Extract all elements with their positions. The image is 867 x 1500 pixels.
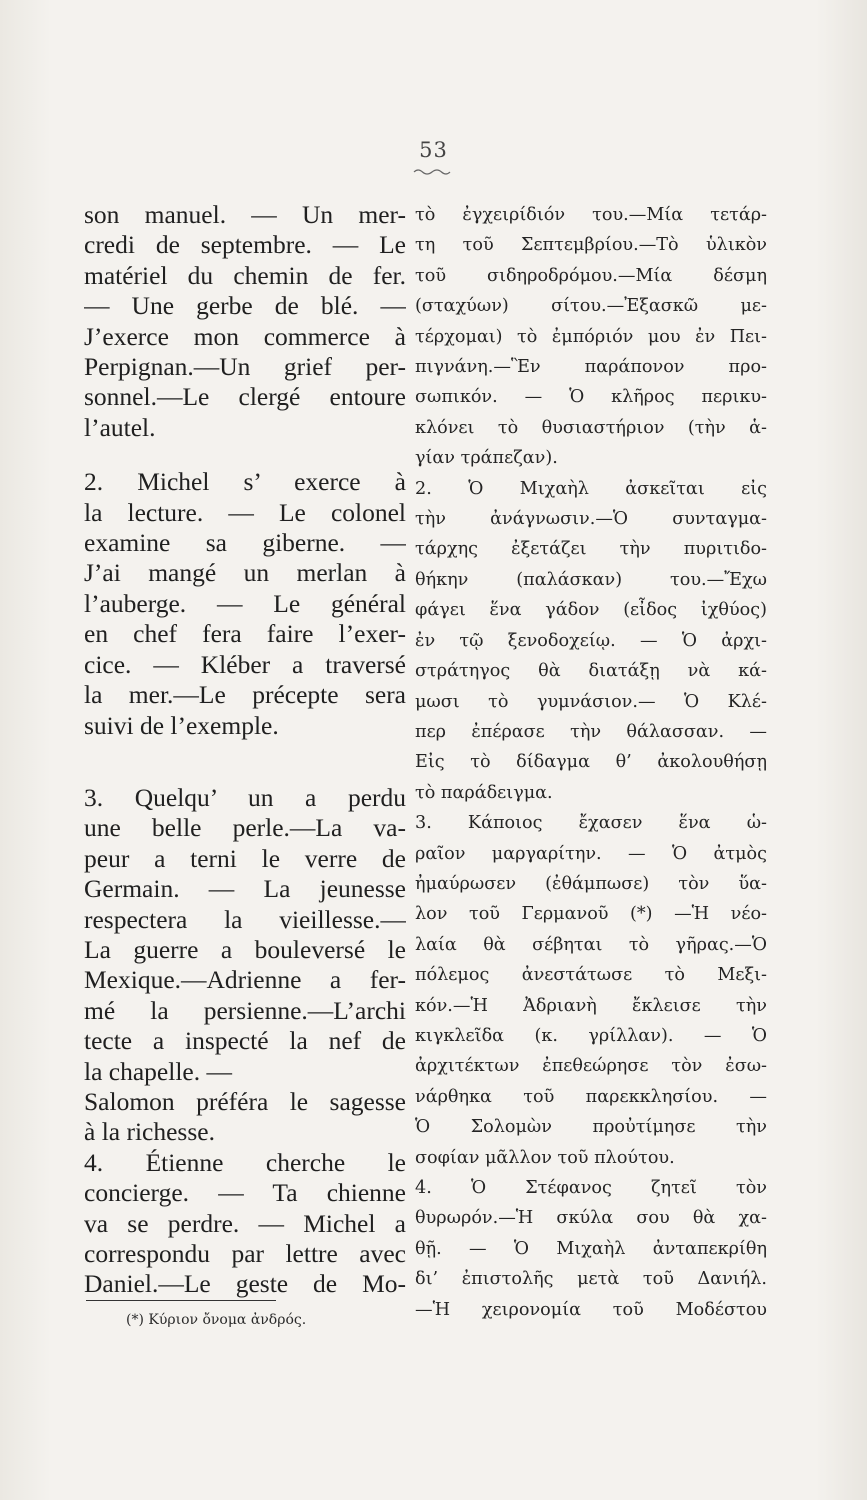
french-line: Mexique.—Adrienne a fer- [84,965,406,995]
french-line: — Une gerbe de blé. — [84,291,406,321]
greek-line: στράτηγος θὰ διατάξῃ νὰ κά- [415,661,767,682]
greek-line: μωσι τὸ γυμνάσιον.— Ὁ Κλέ- [415,691,767,712]
french-line: suivi de l’exemple. [84,710,279,740]
french-line: l’auberge. — Le général [84,588,406,618]
french-line: 3. Quelqu’ un a perdu [84,782,406,812]
greek-line: 3. Κάποιος ἔχασεν ἕνα ὡ- [415,813,767,834]
greek-line: νάρθηκα τοῦ παρεκκλησίου. — [415,1086,767,1107]
french-line: Perpignan.—Un grief per- [84,352,406,382]
french-line: credi de septembre. — Le [84,230,406,260]
greek-line: κιγκλεῖδα (κ. γρίλλαν). — Ὁ [415,1025,767,1046]
french-line: la lecture. — Le colonel [84,497,406,527]
french-line: à la richesse. [84,1117,215,1147]
greek-line: λαία θὰ σέβηται τὸ γῆρας.—Ὁ [415,934,767,955]
greek-line: σωπικόν. — Ὁ κλῆρος περικυ- [415,387,767,408]
greek-line: κόν.—Ἡ Ἀδριανὴ ἔκλεισε τὴν [415,995,767,1016]
french-line: concierge. — Ta chienne [84,1178,406,1208]
french-line: correspondu par lettre avec [84,1239,406,1268]
greek-line: 4. Ὁ Στέφανος ζητεῖ τὸν [415,1178,767,1198]
paragraph-gap [84,443,406,467]
greek-line: τὴν ἀνάγνωσιν.—Ὁ συνταγμα- [415,509,767,530]
french-line: 4. Étienne cherche le [84,1147,406,1177]
french-line: l’autel. [84,412,156,442]
greek-line: φάγει ἕνα γάδον (εἶδος ἰχθύος) [415,600,767,621]
french-line: Salomon préféra le sagesse [84,1086,406,1116]
french-line: Daniel.—Le geste de Mo- [84,1269,406,1299]
greek-line: ἐν τῷ ξενοδοχείῳ. — Ὁ ἀρχι- [415,630,767,651]
greek-line: γίαν τράπεζαν). [415,448,558,469]
greek-line: 2. Ὁ Μιχαὴλ ἀσκεῖται εἰς [415,478,767,499]
greek-line: πιγνάνη.—Ἓν παράπονον προ- [415,357,767,378]
french-line: Germain. — La jeunesse [84,874,406,904]
footnote: (*) Κύριον ὄνομα ἀνδρός. [126,1312,307,1328]
greek-line: Ὁ Σολομὼν προὐτίμησε τὴν [415,1117,767,1138]
french-line: 2. Michel s’ exerce à [84,467,406,497]
footnote-divider [86,1300,276,1301]
greek-line: ἠμαύρωσεν (ἐθάμπωσε) τὸν ὕα- [415,873,767,894]
french-line: examine sa giberne. — [84,528,406,558]
greek-line: —Ἡ χειρονομία τοῦ Μοδέστου [415,1299,767,1320]
french-line: son manuel. — Un mer- [84,200,406,229]
greek-line: τάρχης ἐξετάζει τὴν πυριτιδο- [415,539,767,560]
greek-line: λον τοῦ Γερμανοῦ (*) —Ἡ νέο- [415,904,767,925]
french-line: mé la persienne.—L’archi [84,995,406,1025]
french-line: J’ai mangé un merlan à [84,558,406,588]
greek-line: τὸ ἐγχειρίδιόν του.—Μία τετάρ- [415,205,767,225]
french-line: la mer.—Le précepte sera [84,680,406,710]
greek-line: τὸ παράδειγμα. [415,782,553,803]
greek-line: (σταχύων) σίτου.—Ἐξασκῶ με- [415,296,767,317]
french-line: matériel du chemin de fer. [84,260,406,290]
greek-line: δι’ ἐπιστολῆς μετὰ τοῦ Δανιήλ. [415,1269,767,1290]
french-line: une belle perle.—La va- [84,813,406,843]
greek-line: ραῖον μαργαρίτην. — Ὁ ἀτμὸς [415,843,767,864]
french-line: La guerre a bouleversé le [84,934,406,964]
french-line: tecte a inspecté la nef de [84,1026,406,1056]
greek-line: Εἰς τὸ δίδαγμα θ’ ἀκολουθήσῃ [415,752,767,773]
french-line: respectera la vieillesse.— [84,904,406,934]
french-line: sonnel.—Le clergé entoure [84,382,406,412]
greek-line: θήκην (παλάσκαν) του.—Ἔχω [415,569,767,590]
ornament-icon [413,168,451,176]
greek-line: ἀρχιτέκτων ἐπεθεώρησε τὸν ἐσω- [415,1056,767,1077]
greek-line: θῇ. — Ὁ Μιχαὴλ ἀνταπεκρίθη [415,1238,767,1259]
greek-line: σοφίαν μᾶλλον τοῦ πλούτου. [415,1147,675,1168]
greek-line: κλόνει τὸ θυσιαστήριον (τὴν ἁ- [415,417,767,438]
greek-line: πόλεμος ἀνεστάτωσε τὸ Μεξι- [415,965,767,986]
french-line: va se perdre. — Michel a [84,1208,406,1238]
french-line: la chapelle. — [84,1056,232,1086]
paragraph-gap [84,741,406,783]
french-line: en chef fera faire l’exer- [84,619,406,649]
greek-column [415,200,767,1325]
french-line: peur a terni le verre de [84,843,406,873]
greek-line: τέρχομαι) τὸ ἐμπόριόν μου ἐν Πει- [415,326,767,347]
greek-line: θυρωρόν.—Ἡ σκύλα σου θὰ χα- [415,1208,767,1229]
greek-line: τη τοῦ Σεπτεμβρίου.—Τὸ ὑλικὸν [415,235,767,256]
greek-line: τοῦ σιδηροδρόμου.—Μία δέσμη [415,265,767,286]
page-number: 53 [419,138,448,162]
french-line: cice. — Kléber a traversé [84,649,406,679]
greek-line: περ ἐπέρασε τὴν θάλασσαν. — [415,721,767,742]
french-line: J’exerce mon commerce à [84,321,406,351]
french-column [84,200,406,1300]
